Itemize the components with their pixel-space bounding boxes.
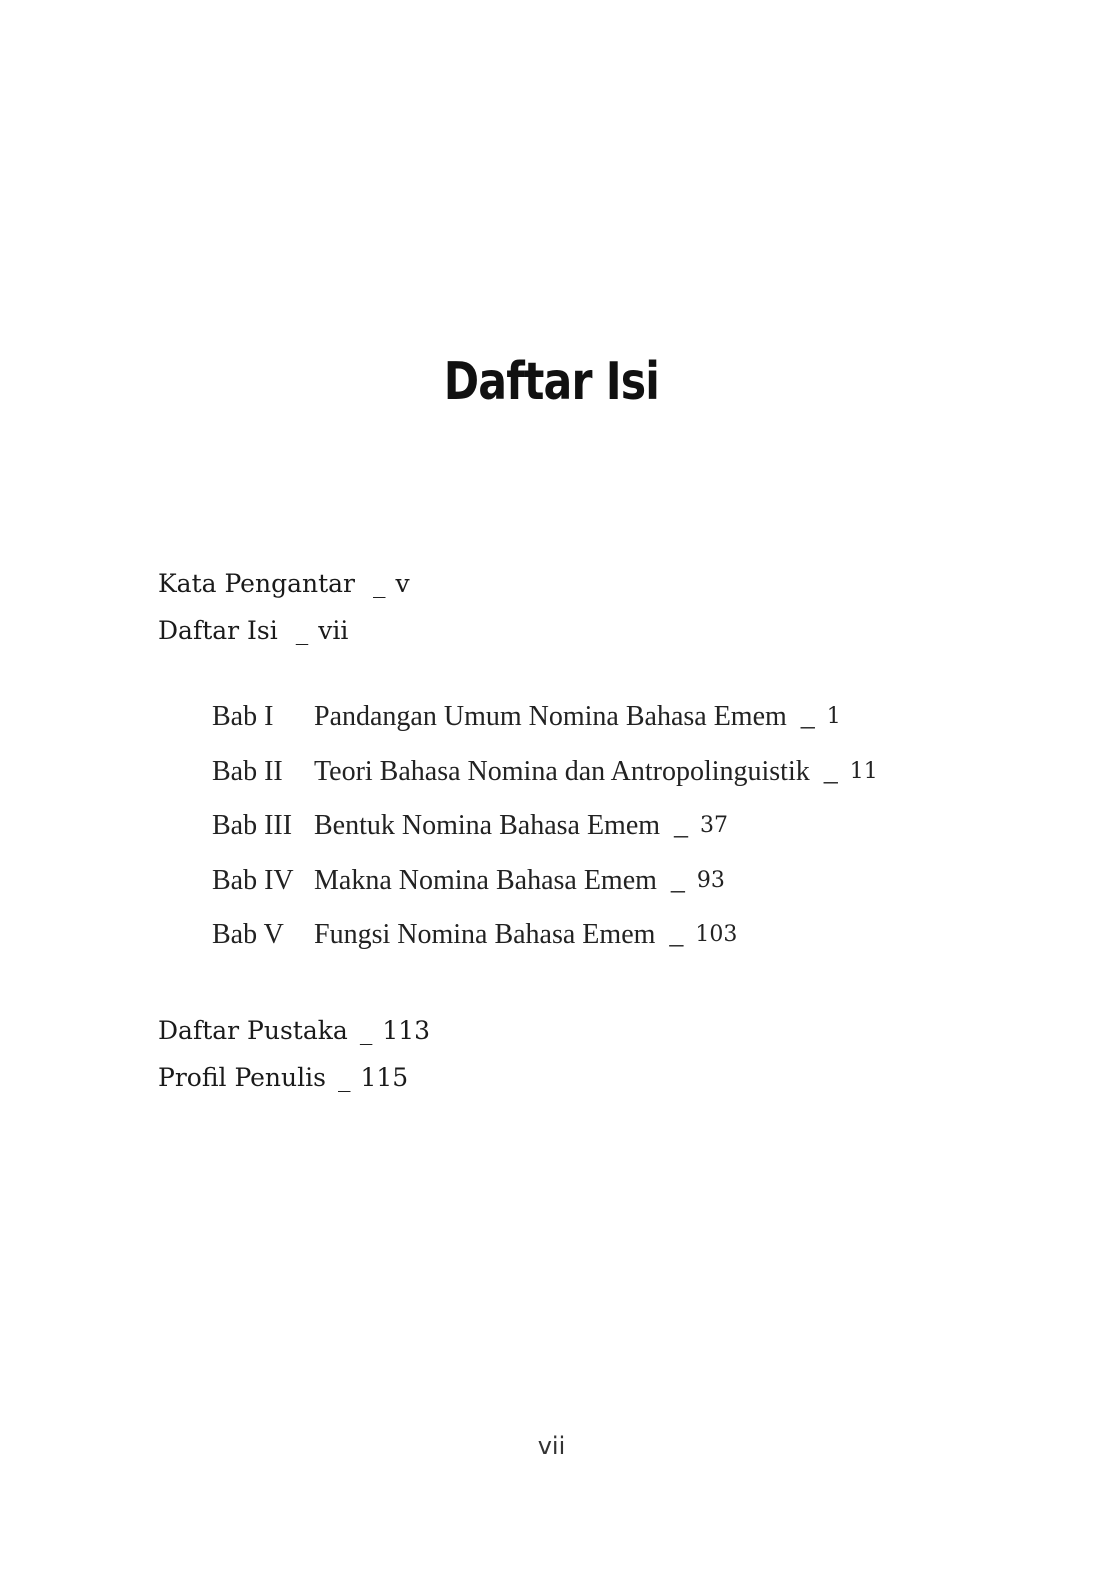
chapter-number: Bab II (212, 755, 283, 787)
chapter-number: Bab I (212, 701, 274, 732)
toc-entry-title: Kata Pengantar (158, 569, 355, 598)
toc-page-number: vii (318, 616, 349, 645)
toc-chapter-1[interactable] (212, 690, 878, 745)
toc-chapters (212, 690, 878, 963)
chapter-page-number: 103 (695, 922, 738, 948)
toc-entry-title: Profil Penulis (158, 1063, 326, 1092)
toc-separator: _ (674, 810, 689, 842)
chapter-title: Bentuk Nomina Bahasa Emem (314, 810, 661, 842)
chapter-page-number: 11 (849, 758, 878, 784)
toc-entry-title: Daftar Pustaka (158, 1016, 348, 1045)
page-number: vii (537, 1432, 566, 1460)
toc-entry-daftar-pustaka[interactable] (158, 1007, 430, 1054)
toc-entry-title: Daftar Isi (158, 616, 278, 645)
toc-page-number: v (395, 569, 410, 598)
page-title: Daftar Isi (443, 352, 660, 412)
toc-separator: _ (295, 616, 309, 645)
toc-separator: _ (670, 864, 685, 896)
toc-front-matter (158, 560, 410, 654)
chapter-number: Bab V (212, 919, 284, 951)
toc-separator: _ (373, 569, 386, 598)
toc-page-number: 115 (360, 1063, 409, 1092)
toc-entry-profil-penulis[interactable] (158, 1054, 430, 1101)
chapter-title: Makna Nomina Bahasa Emem (314, 864, 657, 896)
chapter-number: Bab III (212, 810, 293, 842)
chapter-page-number: 1 (826, 704, 841, 729)
chapter-title: Teori Bahasa Nomina dan Antropolinguistik (314, 755, 810, 787)
toc-separator: _ (359, 1016, 373, 1045)
toc-chapter-5[interactable] (212, 908, 878, 963)
toc-chapter-4[interactable] (212, 854, 878, 909)
toc-back-matter (158, 1007, 430, 1101)
chapter-title: Fungsi Nomina Bahasa Emem (314, 919, 656, 951)
toc-separator: _ (669, 919, 684, 951)
chapter-number: Bab IV (212, 864, 294, 896)
toc-page-number: 113 (382, 1016, 431, 1045)
toc-chapter-3[interactable] (212, 799, 878, 854)
toc-separator: _ (823, 755, 838, 787)
toc-chapter-2[interactable] (212, 745, 878, 800)
chapter-page-number: 37 (700, 813, 729, 839)
toc-separator: _ (800, 701, 815, 732)
chapter-page-number: 93 (696, 867, 725, 893)
chapter-title: Pandangan Umum Nomina Bahasa Emem (314, 701, 787, 732)
toc-entry-kata-pengantar[interactable] (158, 560, 410, 607)
toc-entry-daftar-isi[interactable] (158, 607, 410, 654)
toc-separator: _ (337, 1063, 351, 1092)
